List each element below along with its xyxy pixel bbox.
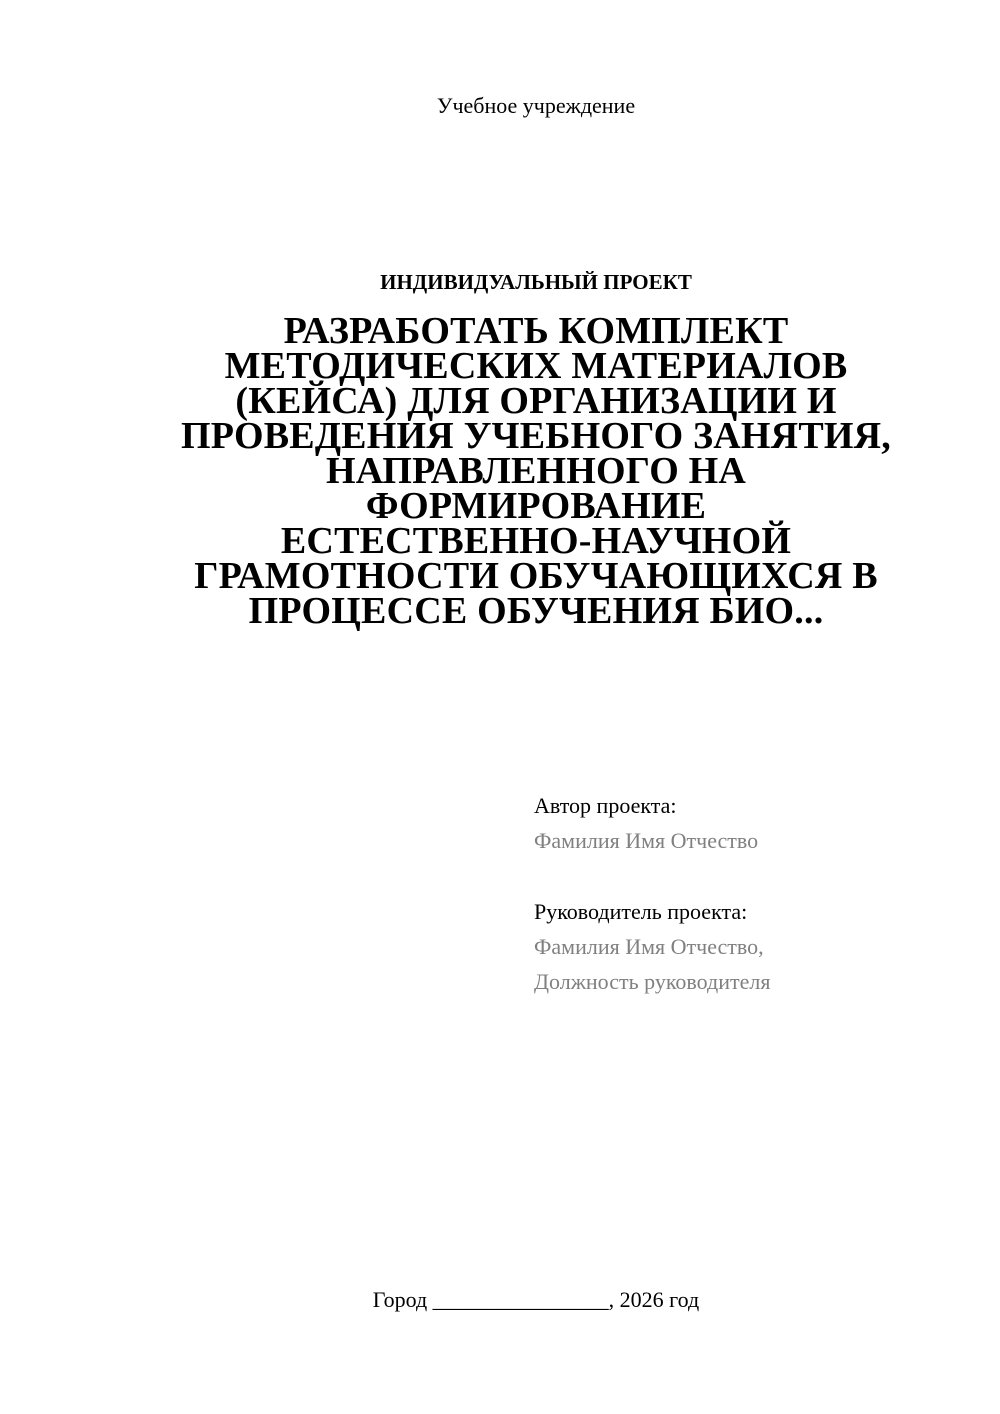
- project-title-line: (КЕЙСА) ДЛЯ ОРГАНИЗАЦИИ И: [235, 380, 837, 422]
- project-title: [170, 310, 902, 632]
- author-block: [534, 788, 974, 858]
- project-title-line: ЕСТЕСТВЕННО-НАУЧНОЙ: [280, 520, 792, 562]
- project-type-heading: ИНДИВИДУАЛЬНЫЙ ПРОЕКТ: [380, 270, 692, 294]
- project-title-line: ФОРМИРОВАНИЕ: [365, 485, 707, 527]
- project-title-line: ПРОЦЕССЕ ОБУЧЕНИЯ БИО...: [248, 590, 824, 632]
- project-title-line: НАПРАВЛЕННОГО НА: [325, 450, 747, 492]
- author-label: Автор проекта:: [534, 793, 677, 818]
- author-name: Фамилия Имя Отчество: [534, 828, 759, 853]
- supervisor-label: Руководитель проекта:: [534, 899, 748, 924]
- supervisor-block: [534, 894, 974, 999]
- project-title-line: ГРАМОТНОСТИ ОБУЧАЮЩИХСЯ В: [194, 555, 878, 597]
- project-title-line: ПРОВЕДЕНИЯ УЧЕБНОГО ЗАНЯТИЯ,: [181, 415, 891, 457]
- project-title-line: МЕТОДИЧЕСКИХ МАТЕРИАЛОВ: [224, 345, 848, 387]
- city-year-line: Город ________________, 2026 год: [372, 1287, 700, 1312]
- supervisor-name: Фамилия Имя Отчество,: [534, 934, 764, 959]
- supervisor-position: Должность руководителя: [534, 969, 771, 994]
- project-title-line: РАЗРАБОТАТЬ КОМПЛЕКТ: [283, 310, 789, 352]
- institution-name: Учебное учреждение: [436, 93, 636, 118]
